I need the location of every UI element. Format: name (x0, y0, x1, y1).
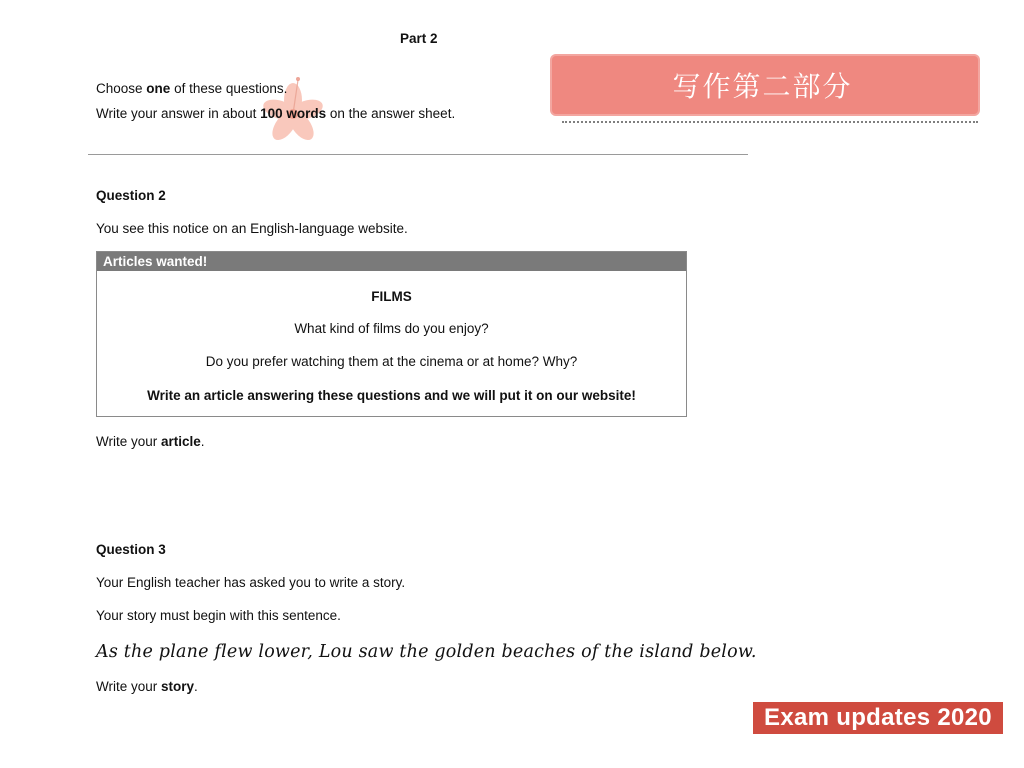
question-3-context: Your English teacher has asked you to write a story. (96, 575, 406, 590)
notice-header: Articles wanted! (97, 252, 686, 271)
intro-line-choose: Choose one of these questions. (96, 81, 288, 96)
section-divider (88, 154, 748, 155)
question-3-task: Write your story. (96, 679, 198, 694)
part-title: Part 2 (400, 31, 438, 46)
question-3-instruction: Your story must begin with this sentence. (96, 608, 341, 623)
notice-box (96, 251, 687, 417)
question-3-heading: Question 3 (96, 542, 166, 557)
story-opening-sentence: As the plane flew lower, Lou saw the golden beaches of the island below. (96, 642, 757, 662)
question-2-context: You see this notice on an English-language website. (96, 221, 408, 236)
question-2-heading: Question 2 (96, 188, 166, 203)
notice-call-to-action: Write an article answering these questions and we will put it on our website! (147, 388, 636, 403)
banner-title: 写作第二部分 (672, 70, 853, 103)
question-2-task: Write your article. (96, 434, 205, 449)
notice-question-2: Do you prefer watching them at the cinema or at home? Why? (205, 354, 578, 369)
section-banner (550, 54, 980, 116)
notice-question-1: What kind of films do you enjoy? (294, 321, 489, 336)
intro-line-word-count: Write your answer in about 100 words on the answer sheet. (96, 106, 456, 121)
banner-dotted-underline (562, 121, 978, 123)
exam-updates-badge: Exam updates 2020 (753, 702, 1003, 734)
notice-title: FILMS (371, 289, 412, 304)
